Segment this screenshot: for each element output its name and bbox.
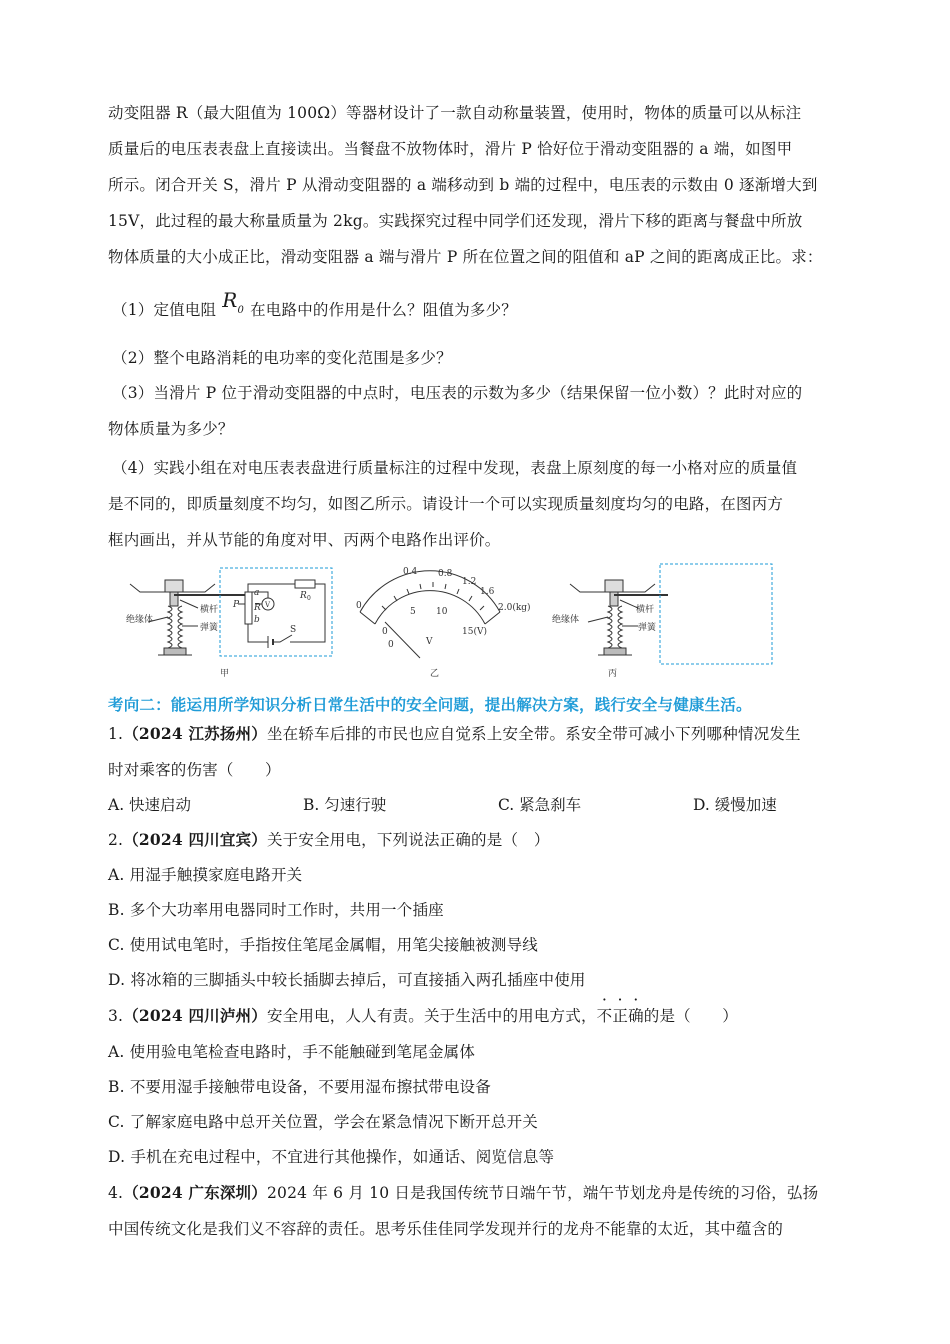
mass-tick-4: 1.6 xyxy=(480,587,495,597)
insulator-pointer-bing xyxy=(588,617,608,622)
tray-stand-bing xyxy=(605,580,623,592)
label-spring-bing: 弹簧 xyxy=(638,623,657,633)
q3-option-d: D. 手机在充电过程中，不宜进行其他操作，如通话、阅览信息等 xyxy=(108,1148,555,1166)
volt-tick-0: 0 xyxy=(382,627,388,637)
spring-left-jia xyxy=(168,606,172,648)
caption-yi: 乙 xyxy=(430,669,440,679)
mass-tick-5: 2.0(kg) xyxy=(498,603,531,613)
q3-number: 3. xyxy=(108,1007,124,1025)
label-b: b xyxy=(254,615,260,625)
q1-option-c: C. 紧急刹车 xyxy=(498,796,582,814)
question-3-line-2: 物体质量为多少？ xyxy=(108,420,234,438)
q3-stem-post: 的是（ ） xyxy=(643,1007,738,1025)
volt-unit: V xyxy=(426,637,433,647)
figure-svg xyxy=(120,562,840,687)
question-2: （2）整个电路消耗的电功率的变化范围是多少？ xyxy=(112,349,452,367)
volt-tick-10: 10 xyxy=(436,607,448,617)
volt-zero: 0 xyxy=(388,640,394,650)
q3-emphasis-1: 不 xyxy=(596,1007,613,1025)
question-4-line-2: 是不同的，即质量刻度不均匀，如图乙所示。请设计一个可以实现质量刻度均匀的电路，在图丙方 xyxy=(108,495,784,513)
q2-stem: 关于安全用电，下列说法正确的是（ ） xyxy=(266,831,550,849)
base-bing xyxy=(604,648,626,655)
q1-line-1 xyxy=(108,722,801,744)
q2-line-1 xyxy=(108,828,550,850)
q1-stem: 坐在轿车后排的市民也应自觉系上安全带。系安全带可减小下列哪种情况发生 xyxy=(266,725,801,743)
figure-jia-labels xyxy=(126,588,311,679)
question-1-text: 在电路中的作用是什么？阻值为多少？ xyxy=(250,301,517,319)
question-4-line-1: （4）实践小组在对电压表表盘进行质量标注的过程中发现，表盘上原刻度的每一小格对应的质量值 xyxy=(112,459,798,477)
label-v-jia: V xyxy=(265,601,271,609)
mass-tick-3: 1.2 xyxy=(462,577,477,587)
q1-source: （2024 江苏扬州） xyxy=(123,724,267,743)
mass-zero: 0 xyxy=(356,601,362,611)
q2-number: 2. xyxy=(108,831,124,849)
resistor-r0 xyxy=(295,580,315,588)
q3-source: （2024 四川泸州） xyxy=(123,1006,267,1025)
question-1-prefix: （1）定值电阻 xyxy=(112,301,217,319)
question-4-line-3: 框内画出，并从节能的角度对甲、丙两个电路作出评价。 xyxy=(108,531,501,549)
r0-symbol: R xyxy=(222,288,238,312)
label-p: P xyxy=(233,600,240,610)
label-lever-bing: 横杆 xyxy=(636,605,655,615)
switch-s xyxy=(273,635,292,642)
q3-stem-pre: 安全用电，人人有责。关于生活中的用电方式， xyxy=(266,1007,597,1025)
mass-tick-1: 0.4 xyxy=(403,567,418,577)
q3-emphasis-2: 正 xyxy=(612,1007,629,1025)
q4-stem: 2024 年 6 月 10 日是我国传统节日端午节，端午节划龙舟是传统的习俗，弘扬 xyxy=(266,1184,819,1202)
q1-number: 1. xyxy=(108,725,124,743)
rheostat-r xyxy=(245,592,252,624)
label-r: R xyxy=(254,603,261,613)
base-jia xyxy=(164,648,186,655)
intro-line-3: 所示。闭合开关 S，滑片 P 从滑动变阻器的 a 端移动到 b 端的过程中，电压表的示数由 0 逐渐增大到 xyxy=(108,176,818,194)
caption-bing: 丙 xyxy=(608,669,618,679)
q3-option-c: C. 了解家庭电路中总开关位置，学会在紧急情况下断开总开关 xyxy=(108,1113,538,1131)
volt-tick-15: 15(V) xyxy=(462,627,487,637)
dial-outer-arc xyxy=(360,571,500,612)
intro-line-1: 动变阻器 R（最大阻值为 100Ω）等器材设计了一款自动称量装置，使用时，物体的质量可以从标注 xyxy=(108,104,802,122)
volt-tick-5: 5 xyxy=(410,607,416,617)
spring-right-jia xyxy=(178,606,182,648)
answer-box-bing xyxy=(660,564,772,664)
intro-line-2: 质量后的电压表表盘上直接读出。当餐盘不放物体时，滑片 P 恰好位于滑动变阻器的 a 端，如图甲 xyxy=(108,140,793,158)
section-2-heading: 考向二：能运用所学知识分析日常生活中的安全问题，提出解决方案，践行安全与健康生活。 xyxy=(108,695,752,714)
q4-line-1 xyxy=(108,1181,818,1203)
lever-pointer-jia xyxy=(180,600,198,608)
q4-source: （2024 广东深圳） xyxy=(123,1183,267,1202)
tray-stand-jia xyxy=(165,580,183,592)
dial-inner-arc xyxy=(375,591,485,624)
q2-option-d: D. 将冰箱的三脚插头中较长插脚去掉后，可直接插入两孔插座中使用 xyxy=(108,971,586,989)
figure-bing-labels xyxy=(552,603,657,679)
q3-option-b: B. 不要用湿手接触带电设备，不要用湿布擦拭带电设备 xyxy=(108,1078,491,1096)
dial-right-edge xyxy=(485,612,500,624)
figure-yi-labels xyxy=(356,567,531,679)
q2-option-a: A. 用湿手触摸家庭电路开关 xyxy=(108,866,303,884)
circuit-figure xyxy=(120,562,840,687)
label-spring-jia: 弹簧 xyxy=(200,623,219,633)
label-r0: R xyxy=(300,591,307,601)
r0-subscript: 0 xyxy=(237,305,245,316)
q3-emphasis-3: 确 xyxy=(628,1007,644,1025)
q1-option-a: A. 快速启动 xyxy=(108,796,192,814)
caption-jia: 甲 xyxy=(220,669,230,679)
spring-left-bing xyxy=(608,606,612,648)
figure-bing xyxy=(570,564,772,664)
mass-tick-2: 0.8 xyxy=(438,569,453,579)
intro-line-5: 物体质量的大小成正比，滑动变阻器 a 端与滑片 P 所在位置之间的阻值和 aP 之间的距离成正比。求： xyxy=(108,248,823,266)
q4-number: 4. xyxy=(108,1184,124,1202)
dial-left-edge xyxy=(360,612,375,624)
label-insulator-bing: 绝缘体 xyxy=(552,615,580,625)
label-lever-jia: 横杆 xyxy=(200,605,219,615)
spring-right-bing xyxy=(618,606,622,648)
q2-source: （2024 四川宜宾） xyxy=(123,830,267,849)
q3-option-a: A. 使用验电笔检查电路时，手不能触碰到笔尾金属体 xyxy=(108,1043,476,1061)
intro-line-4: 15V，此过程的最大称量质量为 2kg。实践探究过程中同学们还发现，滑片下移的距离与餐盘中所放 xyxy=(108,212,803,230)
q3-line-1 xyxy=(108,1004,738,1026)
question-3-line-1: （3）当滑片 P 位于滑动变阻器的中点时，电压表的示数为多少（结果保留一位小数）？此时对应的 xyxy=(112,384,803,402)
label-a: a xyxy=(254,588,260,598)
wire-bottom-left xyxy=(248,624,268,642)
q1-option-d: D. 缓慢加速 xyxy=(693,796,777,814)
label-s: S xyxy=(290,625,297,635)
q1-option-b: B. 匀速行驶 xyxy=(303,796,387,814)
label-insulator-jia: 绝缘体 xyxy=(126,615,154,625)
q4-line-2: 中国传统文化是我们义不容辞的责任。思考乐佳佳同学发现并行的龙舟不能靠的太近，其中蕴含的 xyxy=(108,1220,784,1238)
label-r0-sub: 0 xyxy=(307,595,311,602)
q1-line-2: 时对乘客的伤害（ ） xyxy=(108,761,281,779)
q2-option-c: C. 使用试电笔时，手指按住笔尾金属帽，用笔尖接触被测导线 xyxy=(108,936,538,954)
question-1 xyxy=(112,288,517,320)
figure-jia xyxy=(130,568,332,656)
q2-option-b: B. 多个大功率用电器同时工作时，共用一个插座 xyxy=(108,901,444,919)
